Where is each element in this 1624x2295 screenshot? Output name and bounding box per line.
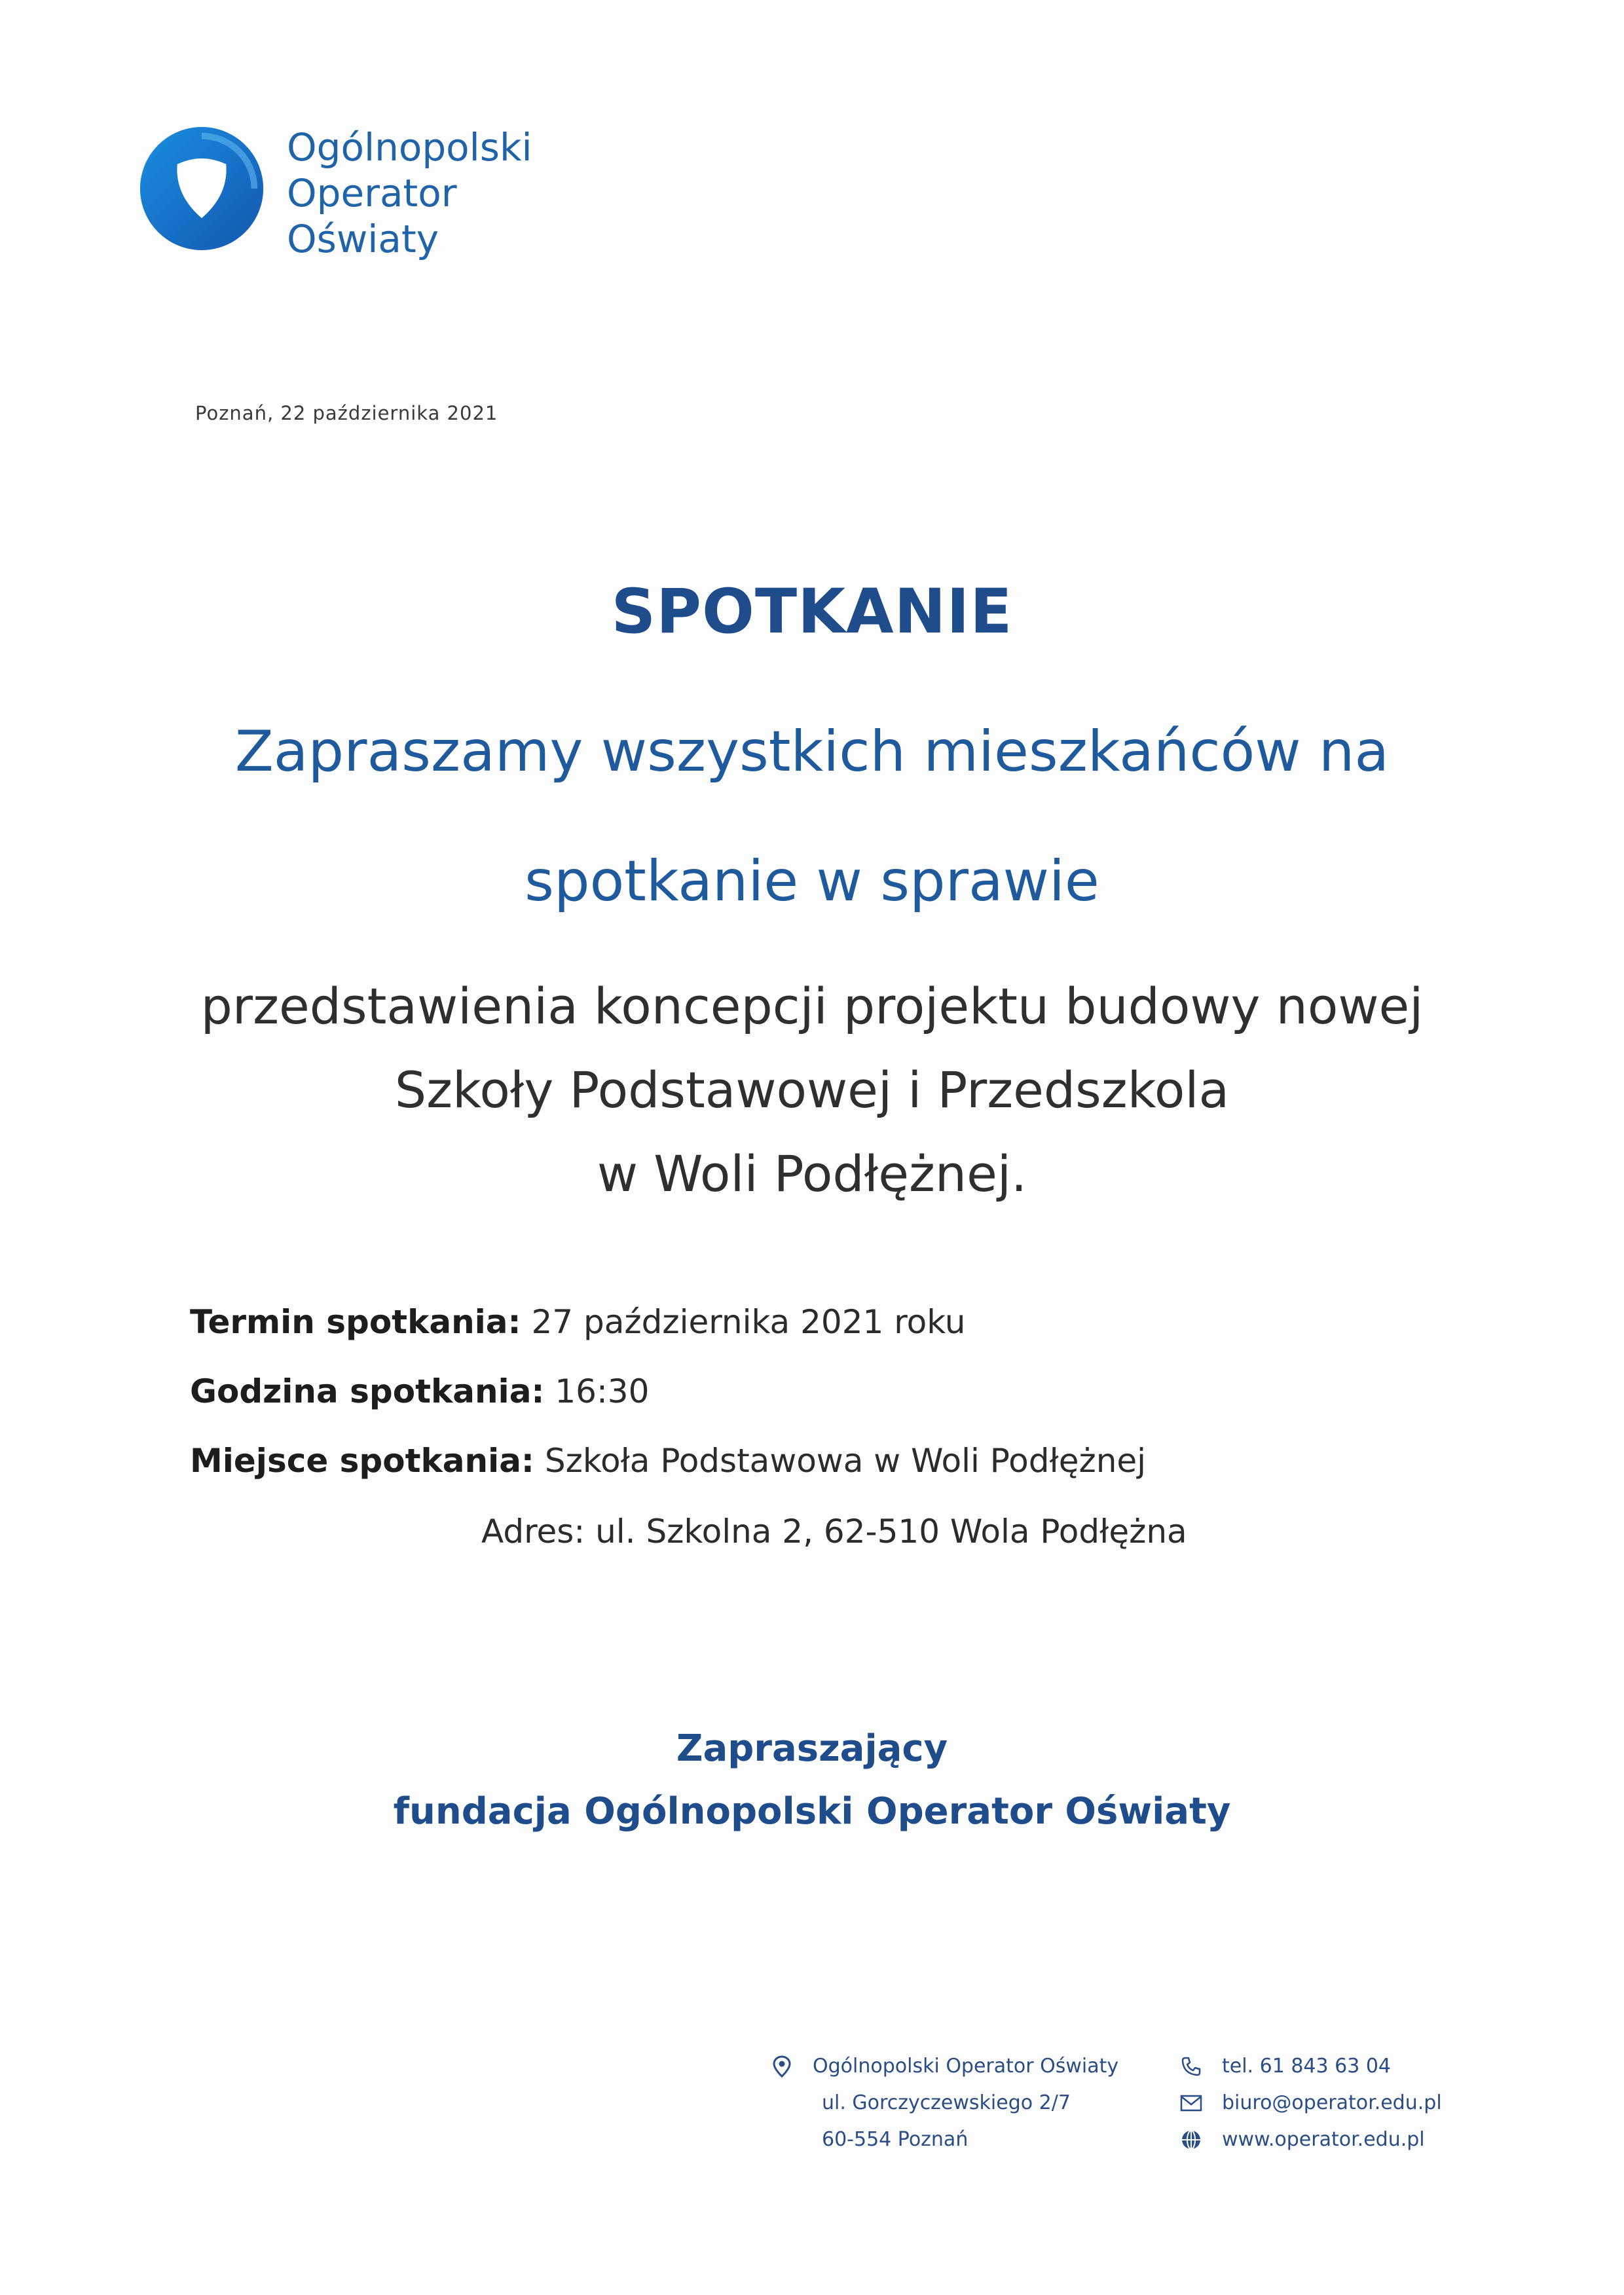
logo-line-1: Ogólnopolski	[287, 125, 532, 170]
meeting-address: Adres: ul. Szkolna 2, 62-510 Wola Podłężna	[481, 1513, 1187, 1551]
logo	[138, 124, 532, 261]
meeting-time-row	[190, 1372, 649, 1410]
logo-line-3: Oświaty	[287, 217, 439, 261]
footer-contact	[1179, 2048, 1442, 2158]
host-label: Zapraszający	[676, 1727, 948, 1770]
footer-org-name: Ogólnopolski Operator Oświaty	[813, 2055, 1119, 2078]
page-title: SPOTKANIE	[611, 576, 1013, 648]
meeting-place-label: Miejsce spotkania:	[190, 1442, 534, 1480]
footer-city: 60-554 Poznań	[822, 2128, 969, 2151]
meeting-place-row	[190, 1442, 1146, 1480]
invite-line-1: Zapraszamy wszystkich mieszkańców na	[234, 719, 1390, 784]
letter-date: Poznań, 22 października 2021	[195, 402, 498, 424]
envelope-icon	[1179, 2091, 1204, 2116]
meeting-date-row	[190, 1303, 965, 1341]
footer-website[interactable]: www.operator.edu.pl	[1222, 2128, 1425, 2151]
meeting-date-label: Termin spotkania:	[190, 1303, 521, 1341]
globe-icon	[1179, 2127, 1204, 2152]
meeting-place-value: Szkoła Podstawowa w Woli Podłężnej	[534, 1442, 1147, 1480]
subject-line-3: w Woli Podłężnej.	[597, 1145, 1027, 1203]
invite-line-2: spotkanie w sprawie	[525, 849, 1099, 914]
footer-address	[769, 2048, 1118, 2158]
subject-line-2: Szkoły Podstawowej i Przedszkola	[394, 1061, 1230, 1119]
meeting-time-value: 16:30	[544, 1372, 650, 1410]
subject-line-1: przedstawienia koncepcji projektu budowy nowej	[200, 977, 1424, 1035]
footer-phone: tel. 61 843 63 04	[1222, 2055, 1392, 2078]
logo-wordmark	[287, 124, 532, 262]
meeting-date-value: 27 października 2021 roku	[521, 1303, 966, 1341]
location-pin-icon	[769, 2054, 794, 2079]
meeting-time-label: Godzina spotkania:	[190, 1372, 545, 1410]
logo-line-2: Operator	[287, 171, 457, 215]
footer-email[interactable]: biuro@operator.edu.pl	[1222, 2091, 1442, 2114]
host-name: fundacja Ogólnopolski Operator Oświaty	[393, 1790, 1231, 1833]
shield-logo-icon	[138, 124, 266, 253]
phone-icon	[1179, 2054, 1204, 2079]
footer-street: ul. Gorczyczewskiego 2/7	[822, 2091, 1071, 2114]
